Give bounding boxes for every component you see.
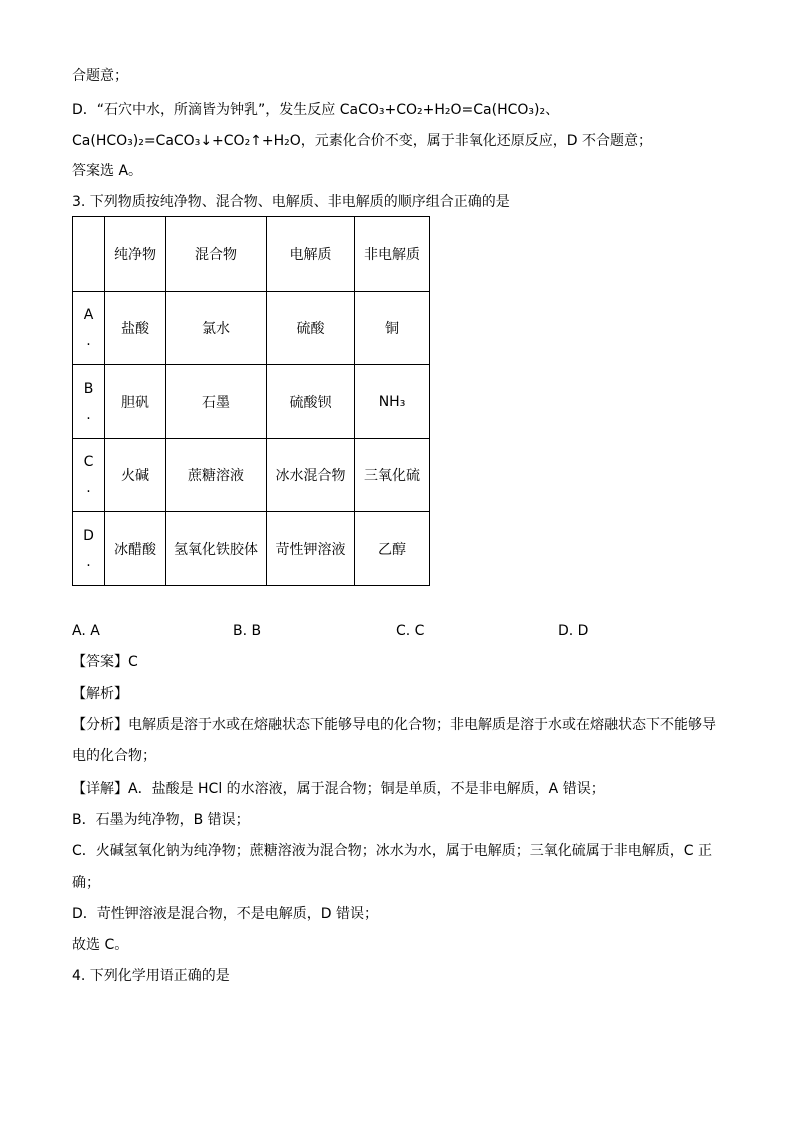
table-cell: 苛性钾溶液 xyxy=(267,512,355,586)
text-line: 答案选 A。 xyxy=(72,163,143,179)
table-header-cell: 混合物 xyxy=(166,217,267,292)
table-row xyxy=(73,292,430,365)
answer-options xyxy=(0,621,794,641)
table-cell: 硫酸钡 xyxy=(267,365,355,439)
table-cell: 胆矾 xyxy=(105,365,166,439)
analysis-line: 电的化合物； xyxy=(72,748,156,764)
option-b: B. B xyxy=(233,623,262,639)
table-cell: 氢氧化铁胶体 xyxy=(166,512,267,586)
table-cell: 三氧化硫 xyxy=(355,439,430,512)
analysis-line: 确； xyxy=(72,875,100,891)
option-a: A. A xyxy=(72,623,100,639)
analysis-tag: 【解析】 xyxy=(72,686,128,702)
row-letter: A xyxy=(83,307,94,323)
analysis-line: 【分析】电解质是溶于水或在熔融状态下能够导电的化合物；非电解质是溶于水或在熔融状态下不能够导 xyxy=(72,717,716,733)
table-row xyxy=(73,439,430,512)
analysis-line: 故选 C。 xyxy=(72,937,129,953)
table-header-cell: 非电解质 xyxy=(355,217,430,292)
text-line: Ca(HCO₃)₂=CaCO₃↓+CO₂↑+H₂O，元素化合价不变，属于非氧化还原反应，D 不合题意； xyxy=(72,133,653,149)
table-row xyxy=(73,365,430,439)
table-cell: 乙醇 xyxy=(355,512,430,586)
row-label xyxy=(73,365,105,439)
table-cell: 石墨 xyxy=(166,365,267,439)
row-dot: . xyxy=(86,333,91,349)
table-cell: 氯水 xyxy=(166,292,267,365)
analysis-line: D．苛性钾溶液是混合物，不是电解质，D 错误； xyxy=(72,906,379,922)
row-label xyxy=(73,512,105,586)
row-letter: C xyxy=(83,454,94,470)
row-label xyxy=(73,439,105,512)
table-header-cell: 纯净物 xyxy=(105,217,166,292)
text-line: D．“石穴中水，所滴皆为钟乳”，发生反应 CaCO₃+CO₂+H₂O=Ca(HCO₃)₂、 xyxy=(72,102,560,118)
table-cell: 铜 xyxy=(355,292,430,365)
table-cell: 盐酸 xyxy=(105,292,166,365)
table-cell: 蔗糖溶液 xyxy=(166,439,267,512)
option-d: D. D xyxy=(558,623,589,639)
analysis-line: C．火碱氢氧化钠为纯净物；蔗糖溶液为混合物；冰水为水，属于电解质；三氧化硫属于非电解质，C 正 xyxy=(72,843,712,859)
table-cell: 硫酸 xyxy=(267,292,355,365)
answer-line xyxy=(72,652,138,672)
table-cell: NH₃ xyxy=(355,365,430,439)
answer-value: C xyxy=(128,654,138,670)
analysis-line: B．石墨为纯净物，B 错误； xyxy=(72,812,250,828)
answer-tag: 【答案】 xyxy=(72,654,128,670)
table-header-cell: 电解质 xyxy=(267,217,355,292)
table-header-cell xyxy=(73,217,105,292)
table-cell: 冰醋酸 xyxy=(105,512,166,586)
table-header-row xyxy=(73,217,430,292)
question-4-stem: 4. 下列化学用语正确的是 xyxy=(72,968,230,984)
row-dot: . xyxy=(86,553,91,570)
row-letter: D xyxy=(83,527,94,544)
table-cell: 火碱 xyxy=(105,439,166,512)
question-3-stem: 3. 下列物质按纯净物、混合物、电解质、非电解质的顺序组合正确的是 xyxy=(72,194,510,210)
table-cell: 冰水混合物 xyxy=(267,439,355,512)
option-c: C. C xyxy=(396,623,425,639)
analysis-line: 【详解】A．盐酸是 HCl 的水溶液，属于混合物；铜是单质，不是非电解质，A 错误； xyxy=(72,781,605,797)
row-dot: . xyxy=(86,406,91,423)
question-table xyxy=(72,216,430,586)
row-label xyxy=(73,292,105,365)
table-row xyxy=(73,512,430,586)
row-letter: B xyxy=(83,380,94,397)
text-line: 合题意； xyxy=(72,68,128,84)
row-dot: . xyxy=(86,480,91,496)
